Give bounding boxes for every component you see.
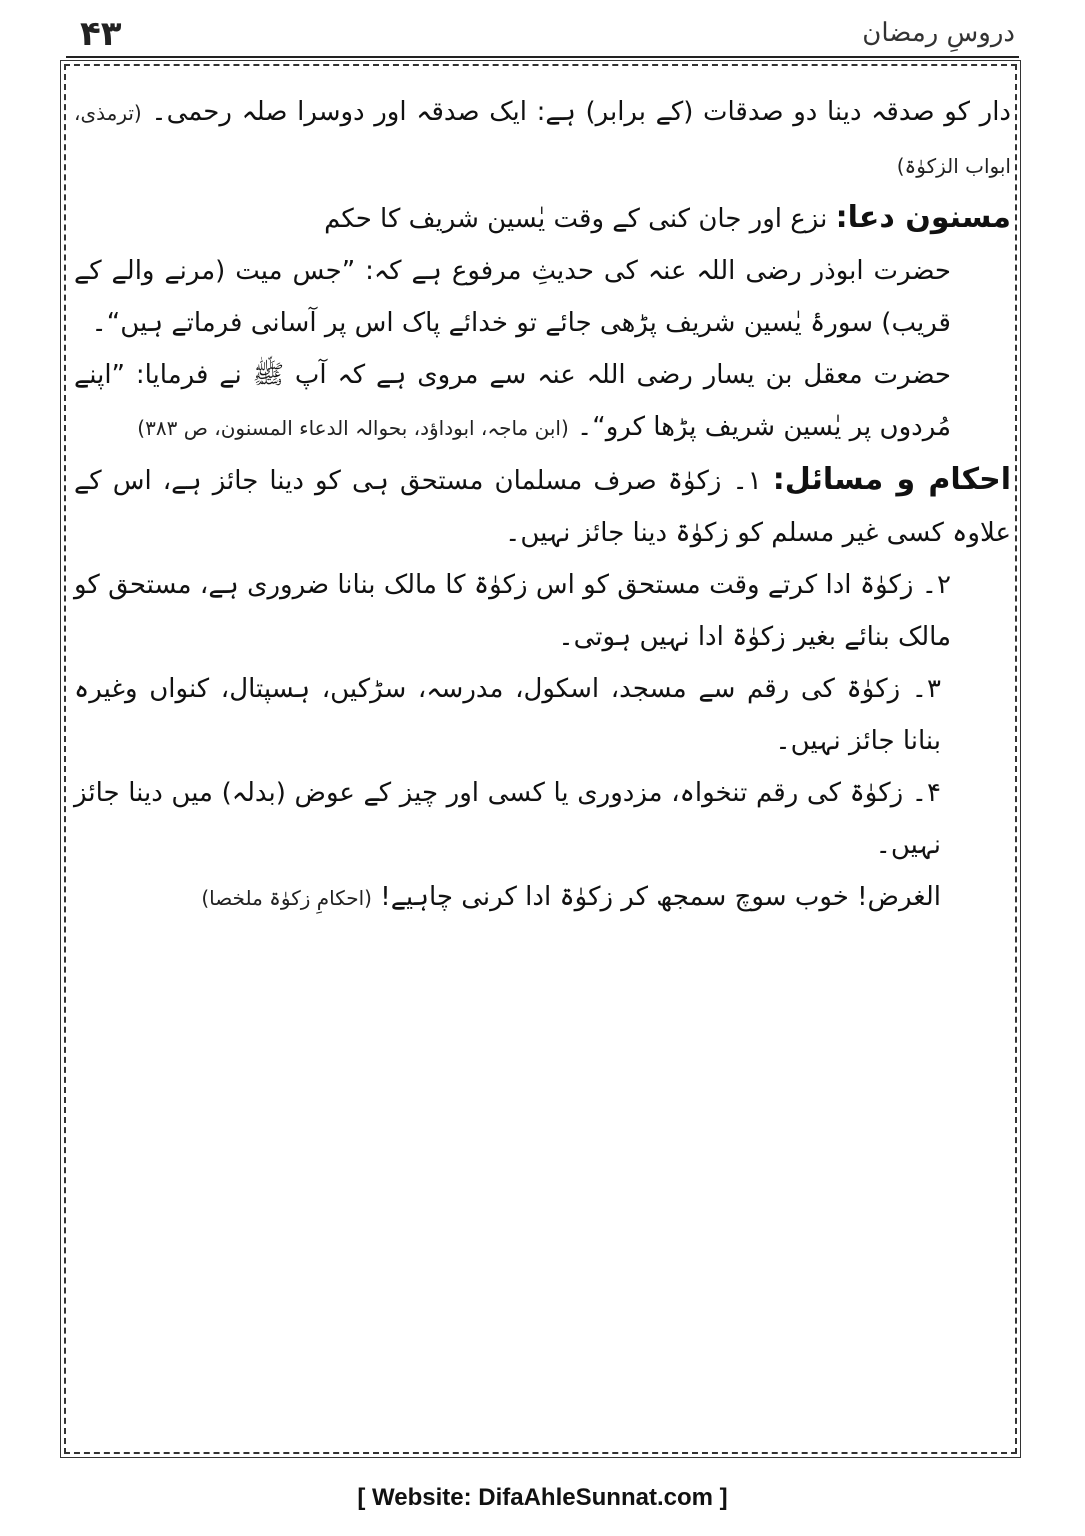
conclusion-text: الغرض! خوب سوچ سمجھ کر زکوٰۃ ادا کرنی چاہیے! — [380, 882, 941, 912]
header-rule — [66, 56, 1019, 58]
hadith-abudhar: حضرت ابوذر رضی اللہ عنہ کی حدیثِ مرفوع ہے کہ: ”جس میت (مرنے والے کے قریب) سورۂ یٰسین شریف پڑھی جائے تو خدائے پاک اس پر آسانی فرماتے ہیں“۔ — [74, 256, 951, 338]
paragraph-dua-heading — [74, 192, 1011, 245]
website-footer: [ Website: DifaAhleSunnat.com ] — [357, 1484, 728, 1511]
ahkam-zakat-reference: (احکامِ زکوٰۃ ملخصا) — [201, 886, 372, 910]
running-title: دروسِ رمضان — [862, 18, 1015, 48]
sadaqah-text: دار کو صدقہ دینا دو صدقات (کے برابر) ہے: ایک صدقہ اور دوسرا صلہ رحمی۔ — [151, 97, 1012, 127]
ibn-majah-reference: (ابن ماجہ، ابوداؤد، بحوالہ الدعاء المسنون، ص ۳۸۳) — [137, 416, 569, 440]
paragraph-sadaqah — [74, 86, 1011, 192]
hadith-maqil — [74, 349, 1011, 454]
tirmidhi-reference: (ترمذی، ابواب الزکوٰۃ) — [74, 101, 1011, 178]
page-number: ۴۳ — [80, 14, 122, 54]
ahkam-item-2: ۲۔ زکوٰۃ ادا کرتے وقت مستحق کو اس زکوٰۃ کا مالک بنانا ضروری ہے، مستحق کو مالک بنائے بغیر زکوٰۃ ادا نہیں ہوتی۔ — [74, 570, 951, 652]
body-text — [74, 86, 1011, 924]
hadith-maqil-text: حضرت معقل بن یسار رضی اللہ عنہ سے مروی ہے کہ آپ ﷺ نے فرمایا: ”اپنے مُردوں پر یٰسین شریف پڑھا کرو“۔ — [74, 360, 951, 442]
dua-title: نزع اور جان کنی کے وقت یٰسین شریف کا حکم — [324, 204, 828, 234]
ahkam-item-1: ۱۔ زکوٰۃ صرف مسلمان مستحق ہی کو دینا جائز ہے، اس کے علاوہ کسی غیر مسلم کو زکوٰۃ دینا جائز نہیں۔ — [74, 466, 1011, 548]
ahkam-item-4: ۴۔ زکوٰۃ کی رقم تنخواہ، مزدوری یا کسی اور چیز کے عوض (بدلہ) میں دینا جائز نہیں۔ — [74, 778, 941, 860]
ahkam-item-3: ۳۔ زکوٰۃ کی رقم سے مسجد، اسکول، مدرسہ، سڑکیں، ہسپتال، کنواں وغیرہ بنانا جائز نہیں۔ — [74, 674, 941, 756]
dua-heading: مسنون دعا: — [835, 200, 1011, 235]
ahkam-heading: احکام و مسائل: — [772, 462, 1011, 497]
conclusion — [74, 871, 1011, 924]
paragraph-ahkam — [74, 454, 1011, 559]
